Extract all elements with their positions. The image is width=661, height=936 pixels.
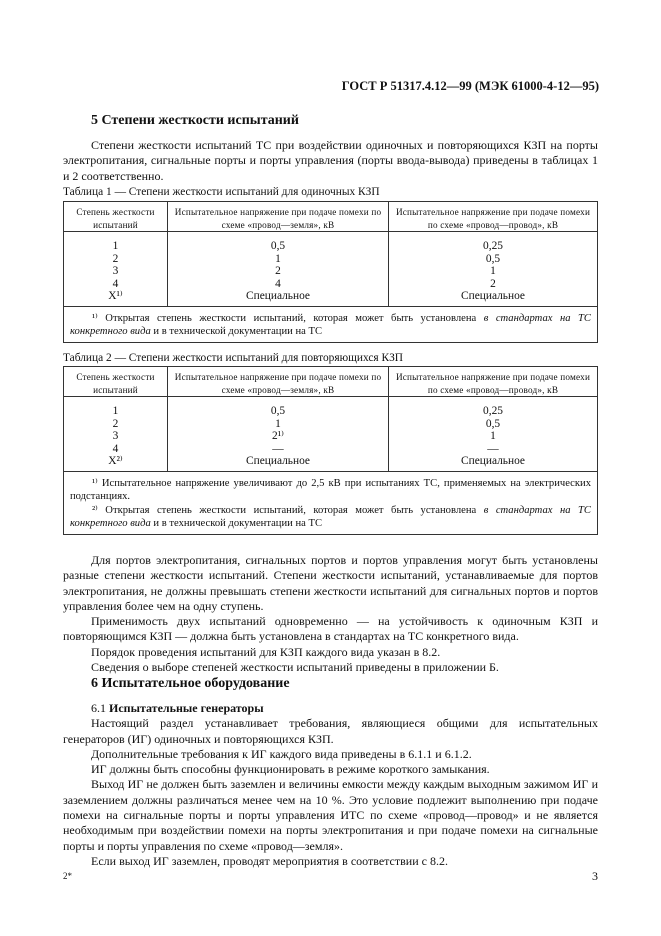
t2-value: 0,5 xyxy=(270,405,286,417)
paragraph: Для портов электропитания, сигнальных портов и портов управления могут быть установлены разные степени жесткости испытаний. Степени жесткости испытаний, устанавливаемые для портов электропитания, не должны превышать степени жесткости испытаний для сигнальных портов и портов управления более чем на одну ступень. xyxy=(63,553,598,613)
footer-signature-mark: 2* xyxy=(63,871,72,881)
t2-footnote-1: ¹⁾ Испытательное напряжение увеличивают до 2,5 кВ при испытаниях ТС, применяемых на электрических подстанциях. xyxy=(70,477,591,503)
after-tables-text xyxy=(63,553,598,675)
table-1-caption: Таблица 1 — Степени жесткости испытаний для одиночных КЗП xyxy=(63,186,380,198)
paragraph: Если выход ИГ заземлен, проводят мероприятия в соответствии с 8.2. xyxy=(91,853,448,868)
t1-level: 1 xyxy=(112,240,119,252)
t2-footnote-2 xyxy=(70,504,591,531)
t1-value: 4 xyxy=(275,277,281,290)
t2-value: 0,5 xyxy=(485,417,501,430)
t1-levels xyxy=(64,232,168,307)
section-6-title: 6 Испытательное оборудование xyxy=(91,676,290,691)
t2-value: — xyxy=(272,442,284,455)
t1-level: 4 xyxy=(112,277,119,290)
paragraph: Выход ИГ не должен быть заземлен и величины емкости между каждым выходным зажимом ИГ и заземлением должны различаться менее чем на 10 %. Это условие подлежит выполнению при подаче помехи на сигнальные порты и порты управления ИТС по схеме «провод—провод» и не является необходимым при воздействии помехи на порты электропитания и при подаче помехи на сигнальные порты и порты управления по схеме «провод—земля». xyxy=(63,777,598,853)
t2-value: Специальное xyxy=(246,455,310,468)
t2-level: 1 xyxy=(112,405,119,417)
t1-value: Специальное xyxy=(461,290,525,303)
t2-level: 3 xyxy=(112,430,119,443)
t1-header-line-ground: Испытательное напряжение при подаче помехи по схеме «провод—земля», кВ xyxy=(168,202,389,232)
t2-header-level: Степень жесткости испытаний xyxy=(64,367,168,397)
t2-value: 0,25 xyxy=(483,405,503,417)
section-5-title: 5 Степени жесткости испытаний xyxy=(91,113,299,128)
t2-header-line-line: Испытательное напряжение при подаче помехи по схеме «провод—провод», кВ xyxy=(389,367,598,397)
t1-level: X¹⁾ xyxy=(108,290,123,303)
subsection-heading xyxy=(63,701,598,716)
table-2-caption: Таблица 2 — Степени жесткости испытаний для повторяющихся КЗП xyxy=(63,352,404,364)
section-5-intro xyxy=(63,138,598,184)
t1-header-line-line: Испытательное напряжение при подаче помехи по схеме «провод—провод», кВ xyxy=(389,202,598,232)
t1-footnote xyxy=(64,306,598,342)
t1-line-line-values xyxy=(389,232,598,307)
t2-note-italic: в стандартах на ТС конкретного вида xyxy=(70,504,591,530)
t2-level: 4 xyxy=(112,442,119,455)
t1-level: 2 xyxy=(112,252,119,265)
t1-value: 1 xyxy=(490,265,496,278)
t1-note-pre: ¹⁾ Открытая степень жесткости испытаний, которая может быть установлена xyxy=(92,312,484,324)
t2-level: 2 xyxy=(112,417,119,430)
paragraph: ИГ должны быть способны функционировать в режиме короткого замыкания. xyxy=(91,762,490,777)
table-1 xyxy=(63,201,598,343)
t2-line-ground-values xyxy=(168,397,389,472)
t1-value: 0,5 xyxy=(270,240,286,252)
t2-value: 1 xyxy=(275,417,281,430)
t2-level: X²⁾ xyxy=(108,455,123,468)
t1-note-post: и в технической документации на ТС xyxy=(150,326,323,338)
t1-value: 2 xyxy=(490,277,496,290)
t2-line-line-values xyxy=(389,397,598,472)
t1-note-italic: в стандартах на ТС конкретного вида xyxy=(70,312,591,338)
paragraph: Дополнительные требования к ИГ каждого вида приведены в 6.1.1 и 6.1.2. xyxy=(91,746,472,761)
t1-header-level: Степень жесткости испытаний xyxy=(64,202,168,232)
t1-value: Специальное xyxy=(246,290,310,303)
t1-footnote-text xyxy=(70,312,591,339)
page-number: 3 xyxy=(592,869,598,883)
paragraph: Порядок проведения испытаний для КЗП каждого вида указан в 8.2. xyxy=(91,644,441,659)
document-header: ГОСТ Р 51317.4.12—99 (МЭК 61000-4-12—95) xyxy=(341,79,599,93)
table-2 xyxy=(63,366,598,535)
t2-levels xyxy=(64,397,168,472)
t1-value: 0,25 xyxy=(483,240,503,252)
t1-value: 1 xyxy=(275,252,281,265)
paragraph: Сведения о выборе степеней жесткости испытаний приведены в приложении Б. xyxy=(91,660,499,675)
paragraph: Применимость двух испытаний одновременно — на устойчивость к одиночным КЗП и повторяющимся КЗП — должна быть установлена в стандартах на ТС конкретного вида. xyxy=(63,614,598,644)
t2-value: 1 xyxy=(490,430,496,443)
intro-paragraph: Степени жесткости испытаний ТС при воздействии одиночных и повторяющихся КЗП на порты электропитания, сигнальные порты и порты управления (порты ввода-вывода) приведены в таблицах 1 и 2 соответственно. xyxy=(63,138,598,183)
subsection-title: Испытательные генераторы xyxy=(109,701,264,715)
t1-value: 0,5 xyxy=(485,252,501,265)
t1-line-ground-values xyxy=(168,232,389,307)
t2-footnotes xyxy=(64,471,598,534)
paragraph: Настоящий раздел устанавливает требования, являющиеся общими для испытательных генераторов (ИГ) одиночных и повторяющихся КЗП. xyxy=(63,716,598,746)
t2-note-pre: ²⁾ Открытая степень жесткости испытаний, которая может быть установлена xyxy=(92,504,484,516)
t1-level: 3 xyxy=(112,265,119,278)
t2-value: 2¹⁾ xyxy=(272,430,284,443)
t2-value: Специальное xyxy=(461,455,525,468)
subsection-number: 6.1 xyxy=(91,701,109,715)
t2-header-line-ground: Испытательное напряжение при подаче помехи по схеме «провод—земля», кВ xyxy=(168,367,389,397)
section-6-text xyxy=(63,701,598,869)
t2-note-post: и в технической документации на ТС xyxy=(150,518,323,530)
t1-value: 2 xyxy=(275,265,281,278)
t2-value: — xyxy=(487,442,499,455)
